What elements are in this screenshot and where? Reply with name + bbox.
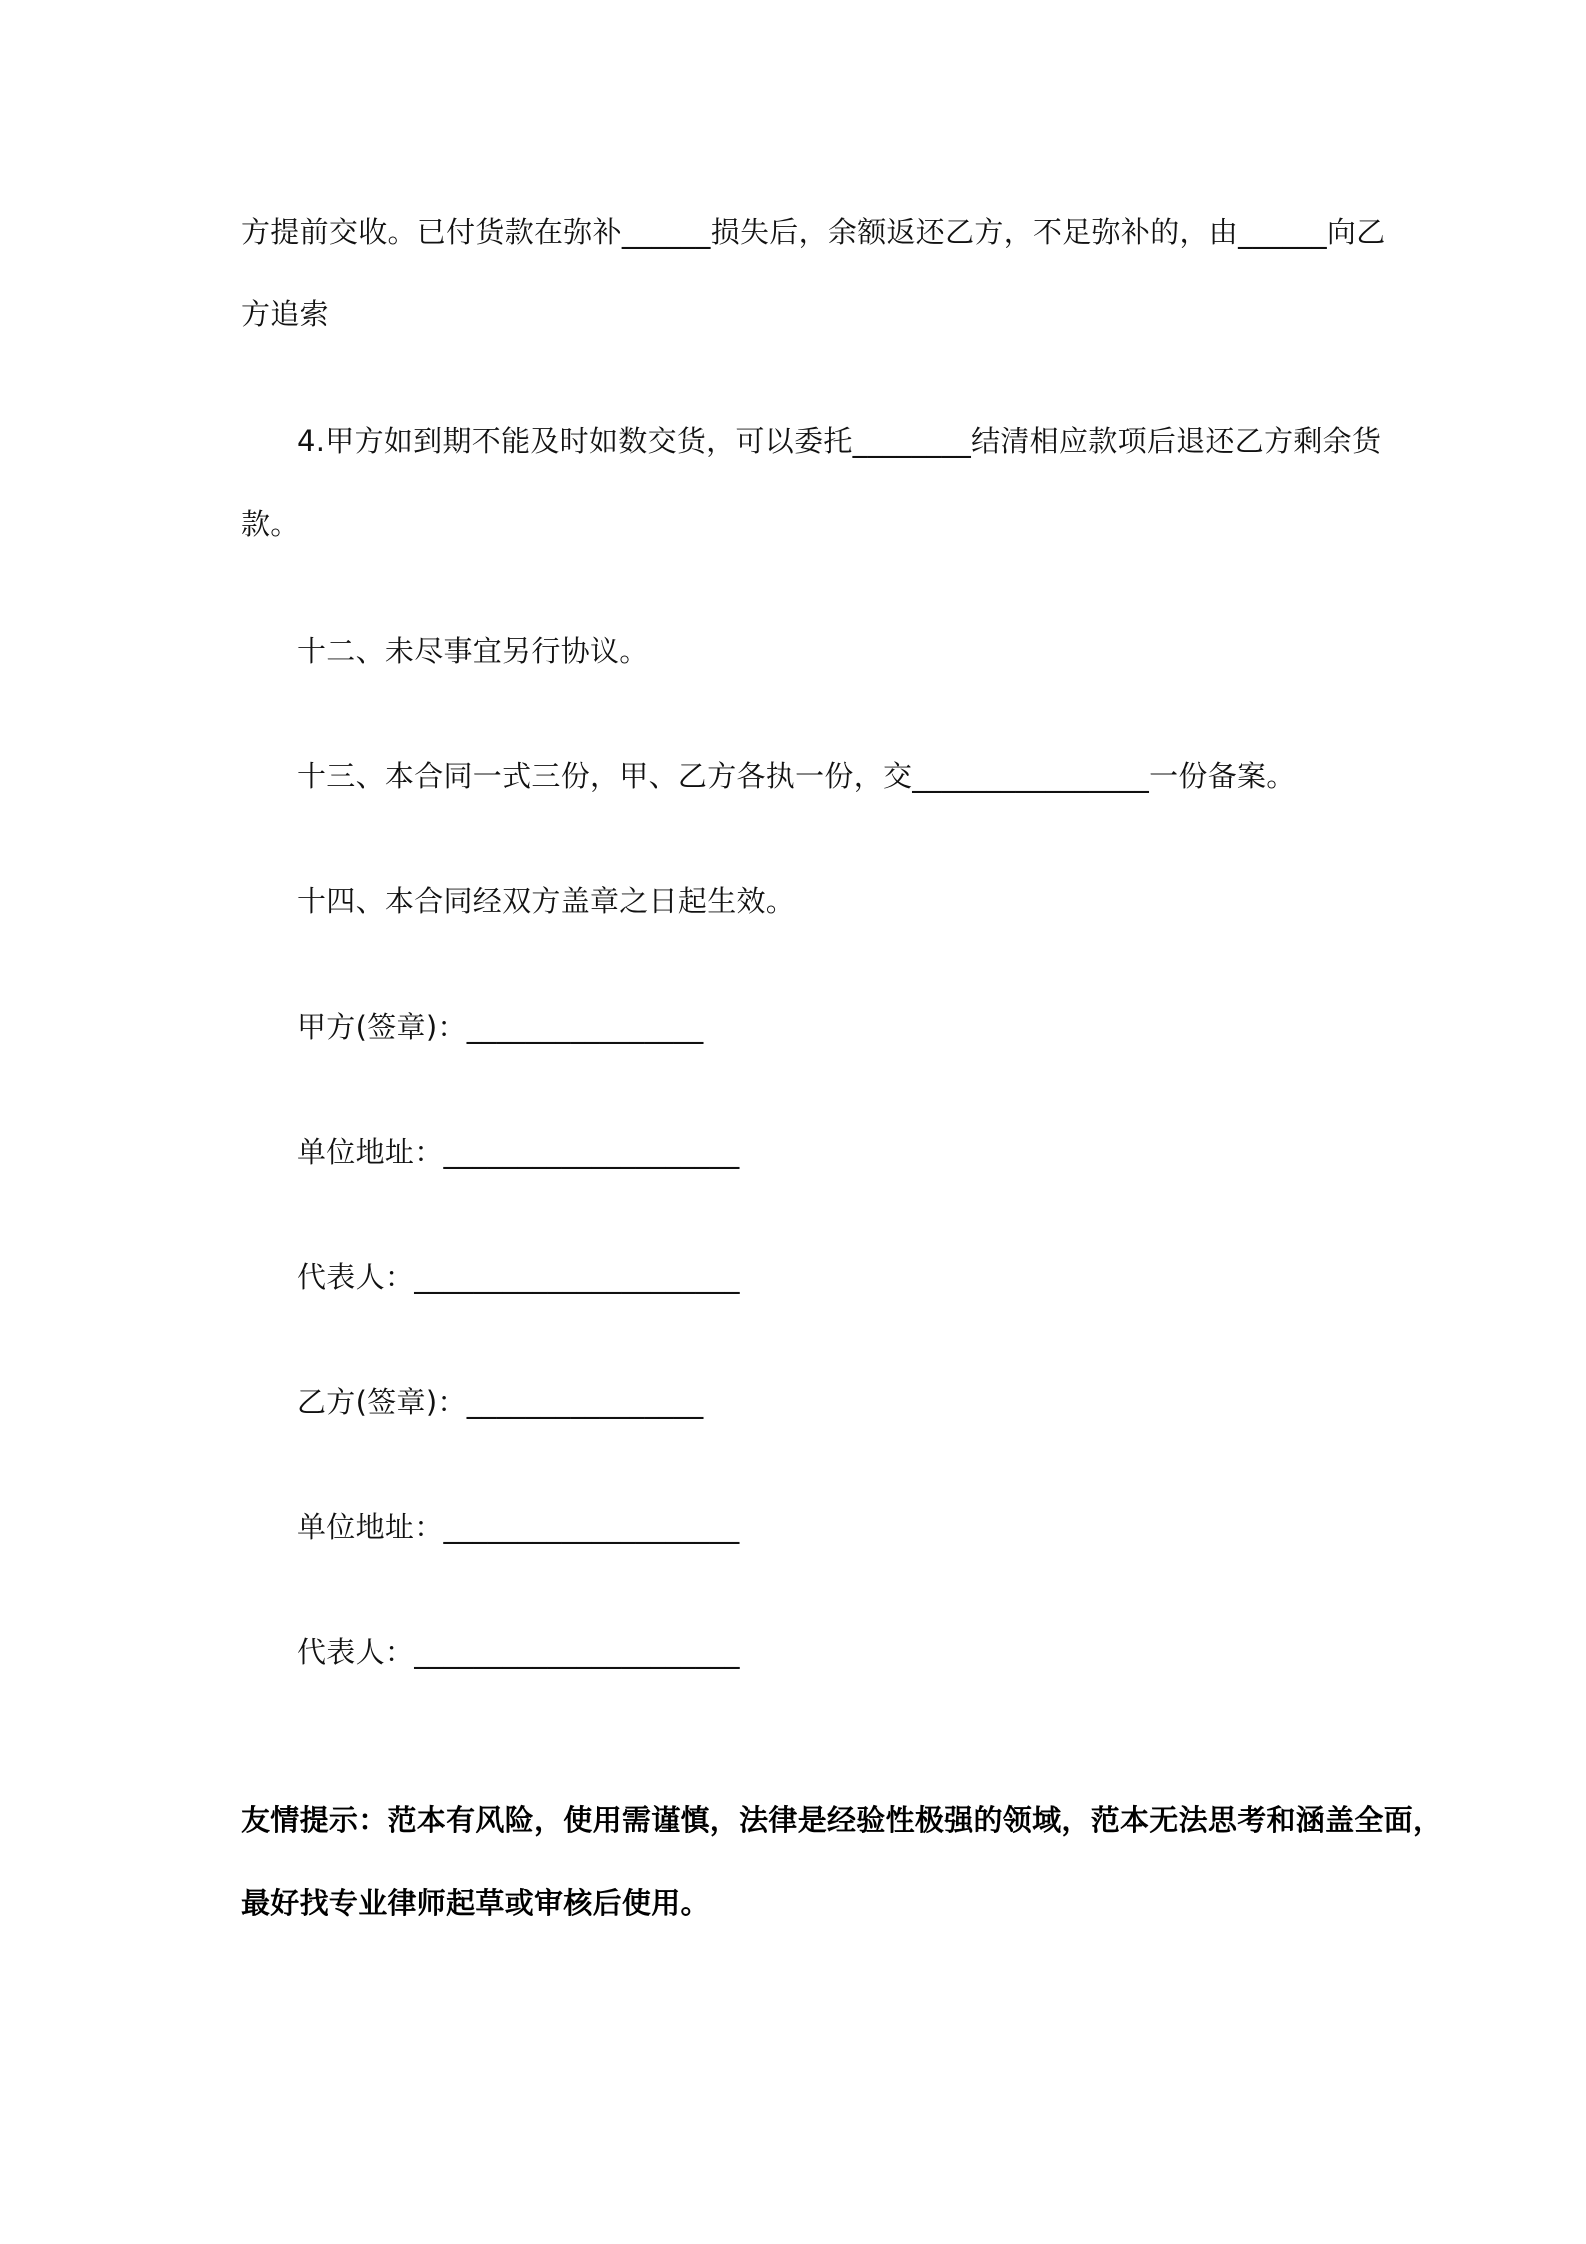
party-a-address: 单位地址：____________________	[297, 1135, 740, 1169]
party-b-address: 单位地址：____________________	[297, 1510, 740, 1544]
party-b-representative: 代表人：______________________	[297, 1635, 740, 1669]
notice-line-1: 友情提示：范本有风险，使用需谨慎，法律是经验性极强的领域，范本无法思考和涵盖全面，	[241, 1803, 1443, 1837]
paragraph-1-line-1: 方提前交收。已付货款在弥补______损失后，余额返还乙方，不足弥补的，由______向乙	[241, 215, 1386, 249]
clause-12: 十二、未尽事宜另行协议。	[297, 634, 649, 668]
party-a-seal: 甲方(签章)：________________	[297, 1010, 704, 1044]
clause-13: 十三、本合同一式三份，甲、乙方各执一份，交________________一份备案。	[297, 759, 1296, 793]
party-a-representative: 代表人：______________________	[297, 1260, 740, 1294]
paragraph-2-line-2: 款。	[241, 507, 300, 541]
notice-line-2: 最好找专业律师起草或审核后使用。	[241, 1886, 710, 1920]
party-b-seal: 乙方(签章)：________________	[297, 1385, 704, 1419]
paragraph-2-line-1: 4.甲方如到期不能及时如数交货，可以委托________结清相应款项后退还乙方剩余货	[297, 424, 1382, 458]
paragraph-1-line-2: 方追索	[241, 297, 329, 331]
clause-14: 十四、本合同经双方盖章之日起生效。	[297, 884, 796, 918]
